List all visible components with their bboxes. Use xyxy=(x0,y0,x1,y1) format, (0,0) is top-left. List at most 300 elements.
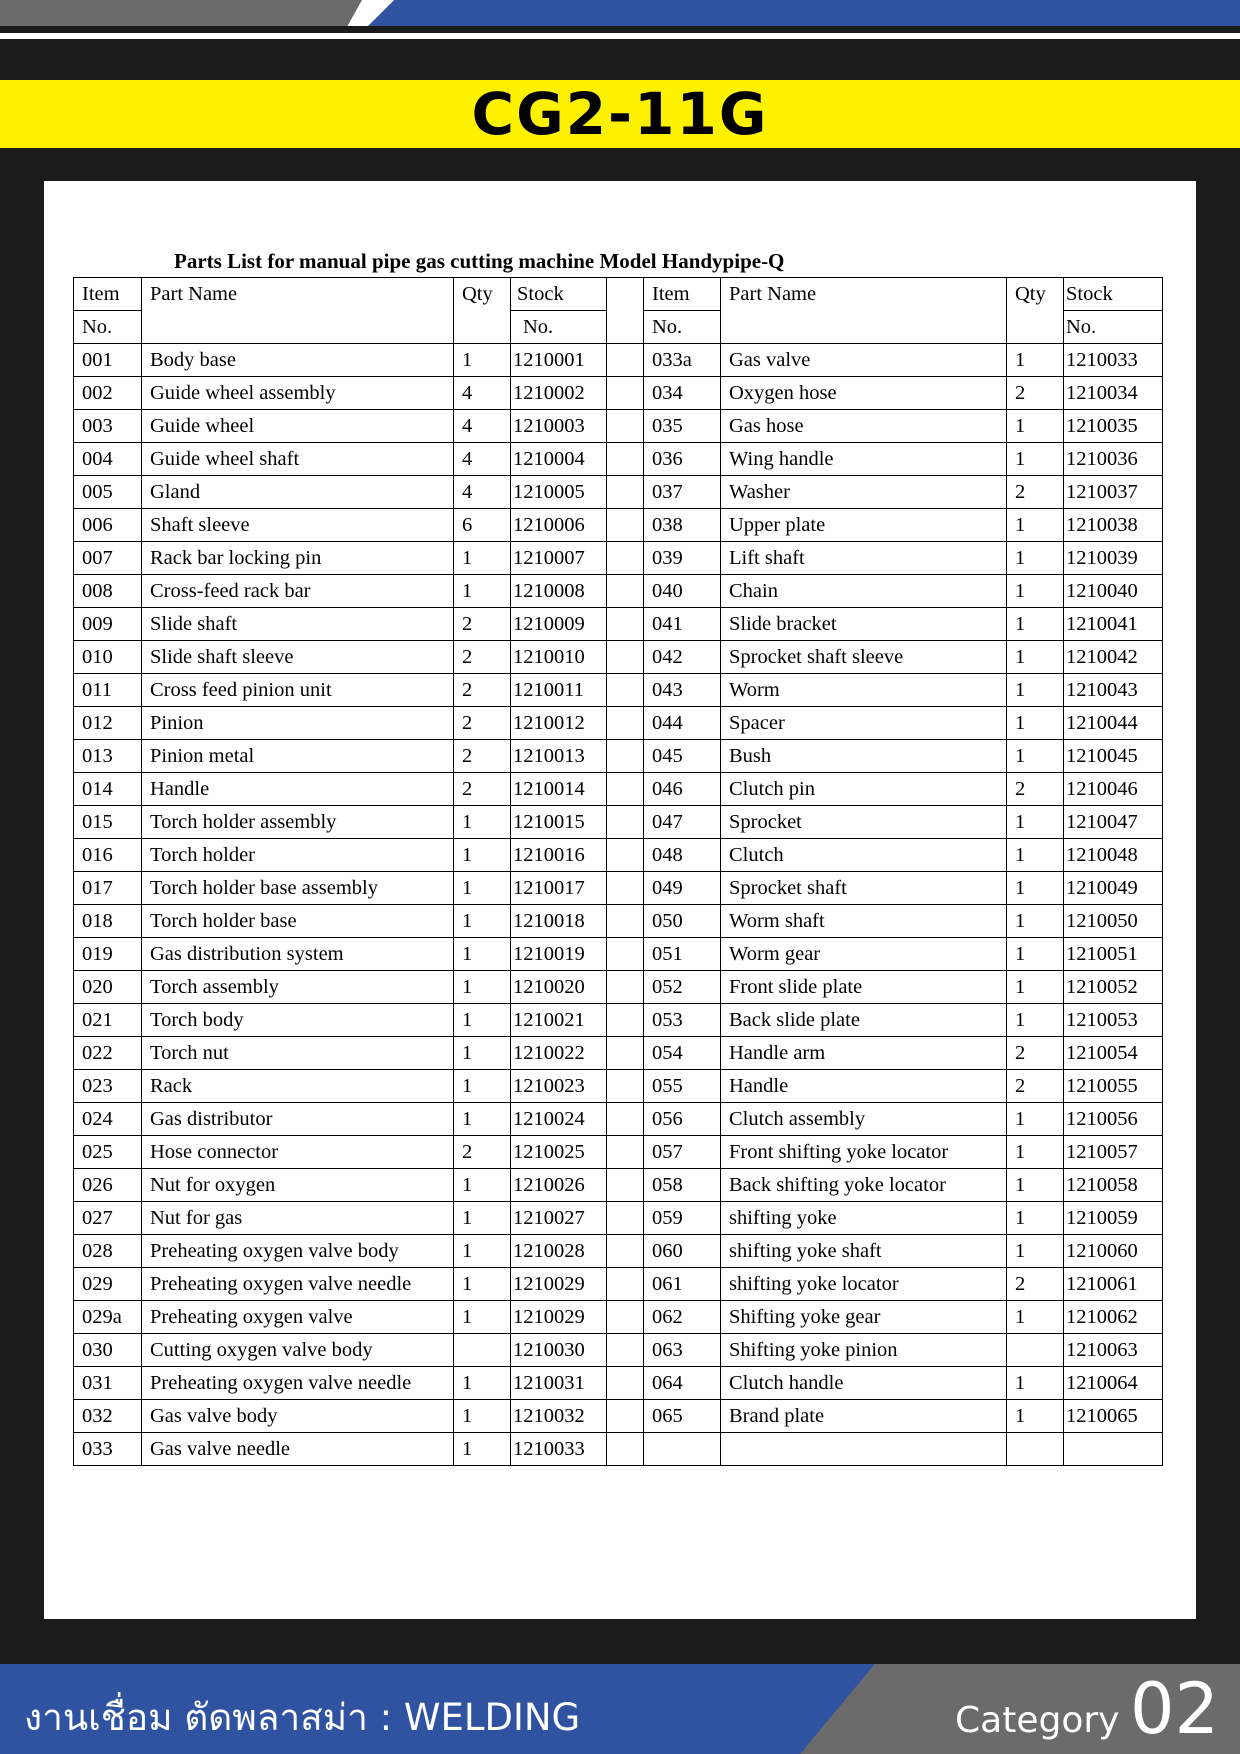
cell-l-qty: 1 xyxy=(454,1169,511,1202)
cell-l-qty: 2 xyxy=(454,608,511,641)
cell-r-item: 053 xyxy=(644,1004,721,1037)
cell-l-stock: 1210009 xyxy=(511,608,607,641)
cell-r-stock: 1210050 xyxy=(1064,905,1163,938)
spacer-cell xyxy=(607,344,644,377)
cell-l-item: 032 xyxy=(74,1400,142,1433)
cell-r-qty xyxy=(1007,1334,1064,1367)
cell-l-stock: 1210008 xyxy=(511,575,607,608)
cell-r-qty: 1 xyxy=(1007,1202,1064,1235)
table-row xyxy=(74,1103,1163,1136)
cell-l-name: Gas valve body xyxy=(142,1400,454,1433)
cell-r-stock: 1210033 xyxy=(1064,344,1163,377)
cell-r-name: Clutch xyxy=(721,839,1007,872)
cell-r-name: Worm gear xyxy=(721,938,1007,971)
cell-l-qty: 1 xyxy=(454,1070,511,1103)
cell-l-item: 024 xyxy=(74,1103,142,1136)
cell-r-item xyxy=(644,1433,721,1466)
cell-r-item: 055 xyxy=(644,1070,721,1103)
cell-l-qty: 1 xyxy=(454,1235,511,1268)
cell-l-item: 006 xyxy=(74,509,142,542)
header-stock: Stock xyxy=(511,278,607,311)
cell-r-name: Handle arm xyxy=(721,1037,1007,1070)
cell-r-stock: 1210047 xyxy=(1064,806,1163,839)
cell-r-qty: 1 xyxy=(1007,410,1064,443)
header-item-no: No. xyxy=(74,311,142,344)
cell-r-qty: 1 xyxy=(1007,674,1064,707)
cell-r-stock: 1210045 xyxy=(1064,740,1163,773)
cell-r-name: Front shifting yoke locator xyxy=(721,1136,1007,1169)
cell-l-stock: 1210019 xyxy=(511,938,607,971)
cell-l-stock: 1210016 xyxy=(511,839,607,872)
spacer-cell xyxy=(607,641,644,674)
cell-l-stock: 1210027 xyxy=(511,1202,607,1235)
cell-r-stock: 1210065 xyxy=(1064,1400,1163,1433)
cell-r-name: Sprocket xyxy=(721,806,1007,839)
cell-l-item: 011 xyxy=(74,674,142,707)
spacer-cell xyxy=(607,1136,644,1169)
cell-l-qty: 1 xyxy=(454,344,511,377)
spacer-cell xyxy=(607,1070,644,1103)
header-stock-no-right: No. xyxy=(1064,311,1163,344)
spacer-cell xyxy=(607,1268,644,1301)
table-row xyxy=(74,839,1163,872)
cell-l-name: Gas distributor xyxy=(142,1103,454,1136)
cell-l-stock: 1210029 xyxy=(511,1301,607,1334)
cell-r-item: 052 xyxy=(644,971,721,1004)
spacer-cell xyxy=(607,1367,644,1400)
cell-r-item: 048 xyxy=(644,839,721,872)
cell-r-stock: 1210036 xyxy=(1064,443,1163,476)
cell-r-name: Washer xyxy=(721,476,1007,509)
table-row xyxy=(74,1037,1163,1070)
cell-r-item: 062 xyxy=(644,1301,721,1334)
cell-r-name: shifting yoke xyxy=(721,1202,1007,1235)
cell-r-qty: 1 xyxy=(1007,806,1064,839)
cell-r-qty: 1 xyxy=(1007,641,1064,674)
cell-r-qty: 1 xyxy=(1007,509,1064,542)
cell-r-item: 064 xyxy=(644,1367,721,1400)
cell-r-item: 038 xyxy=(644,509,721,542)
spacer-cell xyxy=(607,1334,644,1367)
cell-l-item: 001 xyxy=(74,344,142,377)
cell-r-stock: 1210046 xyxy=(1064,773,1163,806)
table-row xyxy=(74,1169,1163,1202)
cell-r-stock: 1210037 xyxy=(1064,476,1163,509)
cell-r-item: 040 xyxy=(644,575,721,608)
cell-r-stock: 1210039 xyxy=(1064,542,1163,575)
table-row xyxy=(74,608,1163,641)
cell-l-item: 002 xyxy=(74,377,142,410)
table-row xyxy=(74,1400,1163,1433)
table-row xyxy=(74,740,1163,773)
spacer-cell xyxy=(607,1004,644,1037)
cell-l-item: 022 xyxy=(74,1037,142,1070)
table-title: Parts List for manual pipe gas cutting machine Model Handypipe-Q xyxy=(174,249,785,273)
cell-l-stock: 1210004 xyxy=(511,443,607,476)
cell-r-item: 054 xyxy=(644,1037,721,1070)
table-row xyxy=(74,1268,1163,1301)
cell-r-qty: 2 xyxy=(1007,773,1064,806)
cell-l-stock: 1210012 xyxy=(511,707,607,740)
cell-r-name: shifting yoke shaft xyxy=(721,1235,1007,1268)
cell-l-qty: 4 xyxy=(454,476,511,509)
cell-r-qty: 1 xyxy=(1007,872,1064,905)
cell-l-item: 016 xyxy=(74,839,142,872)
table-row xyxy=(74,1235,1163,1268)
cell-r-name: Back slide plate xyxy=(721,1004,1007,1037)
cell-r-item: 035 xyxy=(644,410,721,443)
cell-r-stock: 1210049 xyxy=(1064,872,1163,905)
cell-r-name: Upper plate xyxy=(721,509,1007,542)
cell-l-item: 010 xyxy=(74,641,142,674)
cell-l-stock: 1210015 xyxy=(511,806,607,839)
cell-r-name: Slide bracket xyxy=(721,608,1007,641)
cell-r-stock: 1210063 xyxy=(1064,1334,1163,1367)
cell-l-stock: 1210006 xyxy=(511,509,607,542)
cell-r-stock: 1210052 xyxy=(1064,971,1163,1004)
table-row xyxy=(74,938,1163,971)
cell-l-name: Preheating oxygen valve body xyxy=(142,1235,454,1268)
parts-table-body xyxy=(74,344,1163,1466)
cell-l-name: Preheating oxygen valve needle xyxy=(142,1367,454,1400)
cell-l-item: 019 xyxy=(74,938,142,971)
model-title: CG2-11G xyxy=(471,80,769,148)
cell-l-stock: 1210028 xyxy=(511,1235,607,1268)
cell-l-qty: 6 xyxy=(454,509,511,542)
cell-l-name: Shaft sleeve xyxy=(142,509,454,542)
spacer-cell xyxy=(607,905,644,938)
spacer-cell xyxy=(607,1400,644,1433)
cell-r-qty: 1 xyxy=(1007,542,1064,575)
cell-r-item: 045 xyxy=(644,740,721,773)
cell-l-item: 030 xyxy=(74,1334,142,1367)
cell-l-name: Nut for gas xyxy=(142,1202,454,1235)
cell-l-name: Preheating oxygen valve needle xyxy=(142,1268,454,1301)
cell-l-stock: 1210033 xyxy=(511,1433,607,1466)
top-blue-bar xyxy=(368,0,1240,26)
cell-r-stock: 1210048 xyxy=(1064,839,1163,872)
cell-l-qty: 4 xyxy=(454,377,511,410)
cell-r-item: 044 xyxy=(644,707,721,740)
cell-r-qty: 1 xyxy=(1007,443,1064,476)
cell-l-item: 023 xyxy=(74,1070,142,1103)
cell-r-qty: 1 xyxy=(1007,938,1064,971)
cell-r-name: Spacer xyxy=(721,707,1007,740)
cell-r-item: 041 xyxy=(644,608,721,641)
cell-r-item: 061 xyxy=(644,1268,721,1301)
cell-r-name: Clutch pin xyxy=(721,773,1007,806)
table-row xyxy=(74,872,1163,905)
table-row xyxy=(74,1367,1163,1400)
table-row xyxy=(74,1334,1163,1367)
cell-r-name: Clutch handle xyxy=(721,1367,1007,1400)
cell-r-stock: 1210058 xyxy=(1064,1169,1163,1202)
spacer-cell xyxy=(607,608,644,641)
cell-l-name: Preheating oxygen valve xyxy=(142,1301,454,1334)
table-row xyxy=(74,1004,1163,1037)
cell-r-qty: 1 xyxy=(1007,1235,1064,1268)
spacer-cell xyxy=(607,575,644,608)
cell-l-name: Guide wheel assembly xyxy=(142,377,454,410)
header-row xyxy=(74,278,1163,311)
cell-r-name: Front slide plate xyxy=(721,971,1007,1004)
cell-l-name: Hose connector xyxy=(142,1136,454,1169)
cell-l-name: Torch assembly xyxy=(142,971,454,1004)
cell-r-qty: 1 xyxy=(1007,740,1064,773)
spacer-cell xyxy=(607,1169,644,1202)
cell-r-name: Chain xyxy=(721,575,1007,608)
cell-l-name: Handle xyxy=(142,773,454,806)
cell-l-stock: 1210031 xyxy=(511,1367,607,1400)
cell-l-name: Guide wheel shaft xyxy=(142,443,454,476)
cell-r-item: 043 xyxy=(644,674,721,707)
cell-r-qty: 2 xyxy=(1007,377,1064,410)
cell-r-stock: 1210042 xyxy=(1064,641,1163,674)
cell-r-name xyxy=(721,1433,1007,1466)
cell-l-name: Cross-feed rack bar xyxy=(142,575,454,608)
cell-l-stock: 1210023 xyxy=(511,1070,607,1103)
cell-l-qty: 1 xyxy=(454,872,511,905)
spacer-cell xyxy=(607,938,644,971)
cell-r-qty: 2 xyxy=(1007,476,1064,509)
spacer-cell xyxy=(607,773,644,806)
parts-sheet xyxy=(44,181,1196,1619)
cell-l-item: 015 xyxy=(74,806,142,839)
cell-l-qty xyxy=(454,1334,511,1367)
cell-l-item: 014 xyxy=(74,773,142,806)
cell-l-item: 028 xyxy=(74,1235,142,1268)
cell-l-name: Cutting oxygen valve body xyxy=(142,1334,454,1367)
cell-l-item: 008 xyxy=(74,575,142,608)
cell-r-qty: 1 xyxy=(1007,1136,1064,1169)
cell-l-stock: 1210018 xyxy=(511,905,607,938)
table-row xyxy=(74,476,1163,509)
cell-l-qty: 2 xyxy=(454,707,511,740)
cell-l-qty: 1 xyxy=(454,1301,511,1334)
cell-l-qty: 2 xyxy=(454,641,511,674)
cell-r-stock: 1210044 xyxy=(1064,707,1163,740)
spacer-cell xyxy=(607,740,644,773)
parts-table xyxy=(73,277,1163,1466)
cell-l-stock: 1210022 xyxy=(511,1037,607,1070)
cell-l-qty: 1 xyxy=(454,1202,511,1235)
cell-r-name: Gas valve xyxy=(721,344,1007,377)
footer-category-number: 02 xyxy=(1130,1668,1220,1750)
cell-l-stock: 1210001 xyxy=(511,344,607,377)
cell-r-name: Gas hose xyxy=(721,410,1007,443)
cell-l-stock: 1210011 xyxy=(511,674,607,707)
cell-l-name: Gas distribution system xyxy=(142,938,454,971)
spacer-cell xyxy=(607,542,644,575)
cell-l-stock: 1210017 xyxy=(511,872,607,905)
cell-l-qty: 1 xyxy=(454,839,511,872)
spacer-cell xyxy=(607,971,644,1004)
cell-l-stock: 1210010 xyxy=(511,641,607,674)
cell-r-qty: 1 xyxy=(1007,1400,1064,1433)
spacer-cell xyxy=(607,1202,644,1235)
table-row xyxy=(74,1301,1163,1334)
cell-l-name: Torch body xyxy=(142,1004,454,1037)
cell-r-name: shifting yoke locator xyxy=(721,1268,1007,1301)
cell-l-qty: 1 xyxy=(454,806,511,839)
cell-l-name: Pinion xyxy=(142,707,454,740)
spacer-cell xyxy=(607,806,644,839)
cell-l-name: Pinion metal xyxy=(142,740,454,773)
header-spacer xyxy=(607,278,644,344)
cell-r-name: Worm shaft xyxy=(721,905,1007,938)
cell-l-qty: 2 xyxy=(454,740,511,773)
cell-r-qty: 2 xyxy=(1007,1037,1064,1070)
cell-r-stock: 1210051 xyxy=(1064,938,1163,971)
table-row xyxy=(74,1202,1163,1235)
cell-l-qty: 1 xyxy=(454,1433,511,1466)
cell-l-qty: 2 xyxy=(454,674,511,707)
cell-l-item: 020 xyxy=(74,971,142,1004)
cell-l-stock: 1210029 xyxy=(511,1268,607,1301)
table-row xyxy=(74,443,1163,476)
table-row xyxy=(74,905,1163,938)
cell-l-name: Torch holder base assembly xyxy=(142,872,454,905)
cell-l-name: Torch holder assembly xyxy=(142,806,454,839)
cell-l-item: 013 xyxy=(74,740,142,773)
cell-l-item: 031 xyxy=(74,1367,142,1400)
cell-l-name: Gas valve needle xyxy=(142,1433,454,1466)
cell-r-name: Sprocket shaft sleeve xyxy=(721,641,1007,674)
header-part-name: Part Name xyxy=(142,278,454,344)
table-row xyxy=(74,344,1163,377)
cell-l-qty: 1 xyxy=(454,905,511,938)
spacer-cell xyxy=(607,839,644,872)
cell-l-name: Nut for oxygen xyxy=(142,1169,454,1202)
cell-r-stock: 1210038 xyxy=(1064,509,1163,542)
cell-l-name: Guide wheel xyxy=(142,410,454,443)
cell-l-name: Torch holder xyxy=(142,839,454,872)
cell-r-stock: 1210053 xyxy=(1064,1004,1163,1037)
cell-r-qty: 1 xyxy=(1007,1004,1064,1037)
cell-r-qty: 1 xyxy=(1007,905,1064,938)
cell-r-item: 042 xyxy=(644,641,721,674)
cell-r-item: 049 xyxy=(644,872,721,905)
table-row xyxy=(74,1433,1163,1466)
cell-r-name: Shifting yoke gear xyxy=(721,1301,1007,1334)
cell-r-stock: 1210035 xyxy=(1064,410,1163,443)
cell-l-item: 009 xyxy=(74,608,142,641)
table-row xyxy=(74,1070,1163,1103)
cell-r-stock: 1210043 xyxy=(1064,674,1163,707)
cell-l-name: Cross feed pinion unit xyxy=(142,674,454,707)
cell-r-item: 050 xyxy=(644,905,721,938)
cell-l-stock: 1210014 xyxy=(511,773,607,806)
cell-l-qty: 4 xyxy=(454,443,511,476)
header-item-no-right: No. xyxy=(644,311,721,344)
cell-l-stock: 1210002 xyxy=(511,377,607,410)
cell-l-item: 012 xyxy=(74,707,142,740)
cell-l-item: 017 xyxy=(74,872,142,905)
cell-l-qty: 1 xyxy=(454,1004,511,1037)
table-row xyxy=(74,641,1163,674)
cell-r-item: 033a xyxy=(644,344,721,377)
cell-l-item: 026 xyxy=(74,1169,142,1202)
cell-r-qty: 1 xyxy=(1007,839,1064,872)
spacer-cell xyxy=(607,674,644,707)
spacer-cell xyxy=(607,509,644,542)
table-row xyxy=(74,542,1163,575)
cell-l-name: Slide shaft sleeve xyxy=(142,641,454,674)
cell-l-name: Torch holder base xyxy=(142,905,454,938)
cell-r-stock: 1210059 xyxy=(1064,1202,1163,1235)
footer-category-label: Category xyxy=(955,1700,1120,1741)
cell-r-item: 036 xyxy=(644,443,721,476)
cell-l-item: 018 xyxy=(74,905,142,938)
cell-r-stock xyxy=(1064,1433,1163,1466)
spacer-cell xyxy=(607,872,644,905)
cell-r-name: Lift shaft xyxy=(721,542,1007,575)
cell-r-qty xyxy=(1007,1433,1064,1466)
cell-l-qty: 1 xyxy=(454,938,511,971)
spacer-cell xyxy=(607,1433,644,1466)
cell-r-stock: 1210034 xyxy=(1064,377,1163,410)
cell-l-qty: 1 xyxy=(454,971,511,1004)
cell-l-name: Rack xyxy=(142,1070,454,1103)
cell-l-qty: 1 xyxy=(454,1103,511,1136)
cell-r-qty: 1 xyxy=(1007,1169,1064,1202)
cell-r-qty: 1 xyxy=(1007,344,1064,377)
cell-r-qty: 1 xyxy=(1007,575,1064,608)
cell-r-stock: 1210040 xyxy=(1064,575,1163,608)
spacer-cell xyxy=(607,476,644,509)
cell-r-item: 060 xyxy=(644,1235,721,1268)
cell-r-item: 051 xyxy=(644,938,721,971)
cell-l-qty: 4 xyxy=(454,410,511,443)
cell-r-name: Shifting yoke pinion xyxy=(721,1334,1007,1367)
header-qty: Qty xyxy=(454,278,511,344)
cell-l-qty: 1 xyxy=(454,1268,511,1301)
header-qty-right: Qty xyxy=(1007,278,1064,344)
table-row xyxy=(74,674,1163,707)
cell-r-stock: 1210061 xyxy=(1064,1268,1163,1301)
cell-l-stock: 1210007 xyxy=(511,542,607,575)
cell-r-stock: 1210062 xyxy=(1064,1301,1163,1334)
table-row xyxy=(74,1136,1163,1169)
cell-l-item: 029a xyxy=(74,1301,142,1334)
cell-l-stock: 1210005 xyxy=(511,476,607,509)
cell-l-qty: 1 xyxy=(454,1400,511,1433)
cell-l-qty: 2 xyxy=(454,773,511,806)
cell-l-item: 025 xyxy=(74,1136,142,1169)
header-item: Item xyxy=(74,278,142,311)
table-row xyxy=(74,509,1163,542)
cell-r-name: Oxygen hose xyxy=(721,377,1007,410)
cell-r-stock: 1210055 xyxy=(1064,1070,1163,1103)
cell-r-name: Clutch assembly xyxy=(721,1103,1007,1136)
cell-r-item: 046 xyxy=(644,773,721,806)
cell-l-item: 007 xyxy=(74,542,142,575)
cell-r-item: 058 xyxy=(644,1169,721,1202)
cell-l-stock: 1210003 xyxy=(511,410,607,443)
header-item-right: Item xyxy=(644,278,721,311)
cell-r-qty: 1 xyxy=(1007,608,1064,641)
cell-l-stock: 1210026 xyxy=(511,1169,607,1202)
cell-r-item: 034 xyxy=(644,377,721,410)
cell-r-stock: 1210054 xyxy=(1064,1037,1163,1070)
cell-l-item: 005 xyxy=(74,476,142,509)
cell-l-qty: 1 xyxy=(454,1367,511,1400)
cell-r-qty: 1 xyxy=(1007,971,1064,1004)
cell-r-name: Handle xyxy=(721,1070,1007,1103)
table-row xyxy=(74,806,1163,839)
cell-r-qty: 1 xyxy=(1007,1103,1064,1136)
cell-r-item: 039 xyxy=(644,542,721,575)
